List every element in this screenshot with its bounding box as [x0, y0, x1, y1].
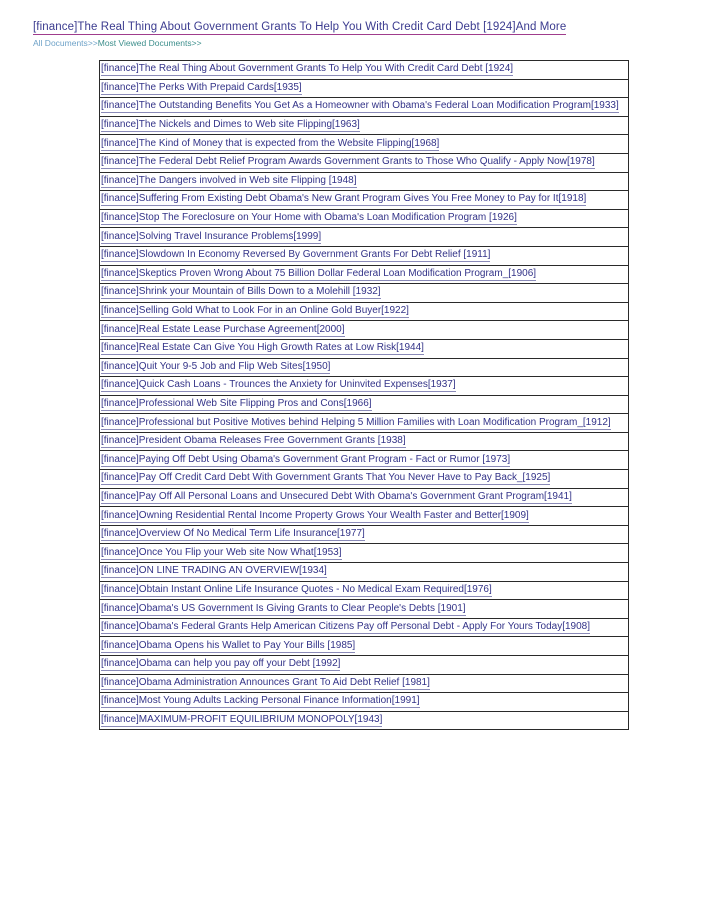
document-link[interactable]: [finance]The Federal Debt Relief Program Awards Government Grants to Those Who Qualify - Apply Now[1978] — [101, 156, 595, 168]
page-title: [finance]The Real Thing About Government Grants To Help You With Credit Card Debt [1924]And More — [33, 21, 567, 33]
document-row — [100, 247, 628, 266]
document-row — [100, 563, 628, 582]
document-row — [100, 507, 628, 526]
document-link[interactable]: [finance]The Outstanding Benefits You Get As a Homeowner with Obama's Federal Loan Modification Program[1933] — [101, 100, 619, 112]
document-link[interactable]: [finance]The Perks With Prepaid Cards[1935] — [101, 81, 302, 93]
document-link[interactable]: [finance]Pay Off Credit Card Debt With Government Grants That You Never Have to Pay Back_[1925] — [101, 472, 551, 484]
document-link[interactable]: [finance]Most Young Adults Lacking Personal Finance Information[1991] — [101, 695, 420, 707]
document-row — [100, 377, 628, 396]
breadcrumb-all-documents-link[interactable]: All Documents — [33, 38, 88, 48]
document-row — [100, 80, 628, 99]
document-list-table — [99, 60, 629, 730]
document-row — [100, 228, 628, 247]
document-row — [100, 266, 628, 285]
document-row — [100, 191, 628, 210]
document-row — [100, 489, 628, 508]
document-row — [100, 359, 628, 378]
document-link[interactable]: [finance]Quick Cash Loans - Trounces the Anxiety for Uninvited Expenses[1937] — [101, 379, 456, 391]
document-link[interactable]: [finance]Owning Residential Rental Income Property Grows Your Wealth Faster and Better[1909] — [101, 509, 529, 521]
document-row — [100, 470, 628, 489]
document-link[interactable]: [finance]Real Estate Lease Purchase Agreement[2000] — [101, 323, 345, 335]
document-link[interactable]: [finance]Suffering From Existing Debt Obama's New Grant Program Gives You Free Money to Pay for It[1918] — [101, 193, 587, 205]
document-link[interactable]: [finance]Real Estate Can Give You High Growth Rates at Low Risk[1944] — [101, 342, 424, 354]
document-row — [100, 544, 628, 563]
document-row — [100, 637, 628, 656]
document-row — [100, 712, 628, 731]
document-link[interactable]: [finance]President Obama Releases Free Government Grants [1938] — [101, 435, 406, 447]
document-link[interactable]: [finance]Once You Flip your Web site Now What[1953] — [101, 546, 342, 558]
breadcrumb-separator: >> — [87, 38, 98, 48]
document-link[interactable]: [finance]Overview Of No Medical Term Life Insurance[1977] — [101, 528, 365, 540]
document-row — [100, 693, 628, 712]
document-link[interactable]: [finance]The Dangers involved in Web site Flipping [1948] — [101, 174, 357, 186]
breadcrumb-most-viewed-link[interactable]: Most Viewed Documents — [97, 38, 192, 48]
document-row — [100, 619, 628, 638]
document-link[interactable]: [finance]ON LINE TRADING AN OVERVIEW[1934] — [101, 565, 327, 577]
document-row — [100, 61, 628, 80]
document-row — [100, 117, 628, 136]
breadcrumb — [33, 38, 202, 48]
document-row — [100, 526, 628, 545]
document-link[interactable]: [finance]Shrink your Mountain of Bills Down to a Molehill [1932] — [101, 286, 381, 298]
document-link[interactable]: [finance]Obama's Federal Grants Help American Citizens Pay off Personal Debt - Apply For Yours Today[1908] — [101, 621, 591, 633]
document-link[interactable]: [finance]Obama can help you pay off your Debt [1992] — [101, 658, 341, 670]
document-link[interactable]: [finance]The Nickels and Dimes to Web site Flipping[1963] — [101, 119, 360, 131]
document-link[interactable]: [finance]The Real Thing About Government Grants To Help You With Credit Card Debt [1924] — [101, 63, 514, 75]
document-row — [100, 451, 628, 470]
document-link[interactable]: [finance]Slowdown In Economy Reversed By Government Grants For Debt Relief [1911] — [101, 249, 491, 261]
document-link[interactable]: [finance]The Kind of Money that is expected from the Website Flipping[1968] — [101, 137, 440, 149]
document-link[interactable]: [finance]Professional but Positive Motives behind Helping 5 Million Families with Loan Modification Program_[1912] — [101, 416, 611, 428]
document-link[interactable]: [finance]MAXIMUM-PROFIT EQUILIBRIUM MONOPOLY[1943] — [101, 714, 383, 726]
document-link[interactable]: [finance]Solving Travel Insurance Problems[1999] — [101, 230, 322, 242]
document-row — [100, 284, 628, 303]
document-row — [100, 321, 628, 340]
document-link[interactable]: [finance]Obama Administration Announces Grant To Aid Debt Relief [1981] — [101, 676, 430, 688]
document-link[interactable]: [finance]Obama Opens his Wallet to Pay Your Bills [1985] — [101, 639, 356, 651]
document-link[interactable]: [finance]Selling Gold What to Look For in an Online Gold Buyer[1922] — [101, 305, 409, 317]
document-row — [100, 154, 628, 173]
document-row — [100, 135, 628, 154]
document-row — [100, 600, 628, 619]
document-link[interactable]: [finance]Obtain Instant Online Life Insurance Quotes - No Medical Exam Required[1976] — [101, 583, 492, 595]
document-row — [100, 210, 628, 229]
document-link[interactable]: [finance]Professional Web Site Flipping Pros and Cons[1966] — [101, 397, 372, 409]
document-row — [100, 303, 628, 322]
document-row — [100, 433, 628, 452]
document-link[interactable]: [finance]Stop The Foreclosure on Your Home with Obama's Loan Modification Program [1926] — [101, 212, 517, 224]
document-link[interactable]: [finance]Obama's US Government Is Giving Grants to Clear People's Debts [1901] — [101, 602, 466, 614]
document-row — [100, 396, 628, 415]
breadcrumb-trailing-separator: >> — [191, 38, 202, 48]
document-row — [100, 173, 628, 192]
document-link[interactable]: [finance]Paying Off Debt Using Obama's Government Grant Program - Fact or Rumor [1973] — [101, 453, 511, 465]
document-row — [100, 98, 628, 117]
document-link[interactable]: [finance]Quit Your 9-5 Job and Flip Web Sites[1950] — [101, 360, 331, 372]
document-row — [100, 414, 628, 433]
document-link[interactable]: [finance]Skeptics Proven Wrong About 75 Billion Dollar Federal Loan Modification Program_[1906] — [101, 267, 537, 279]
document-row — [100, 656, 628, 675]
document-link[interactable]: [finance]Pay Off All Personal Loans and Unsecured Debt With Obama's Government Grant Program[1941] — [101, 490, 572, 502]
document-row — [100, 582, 628, 601]
document-row — [100, 340, 628, 359]
document-row — [100, 675, 628, 694]
